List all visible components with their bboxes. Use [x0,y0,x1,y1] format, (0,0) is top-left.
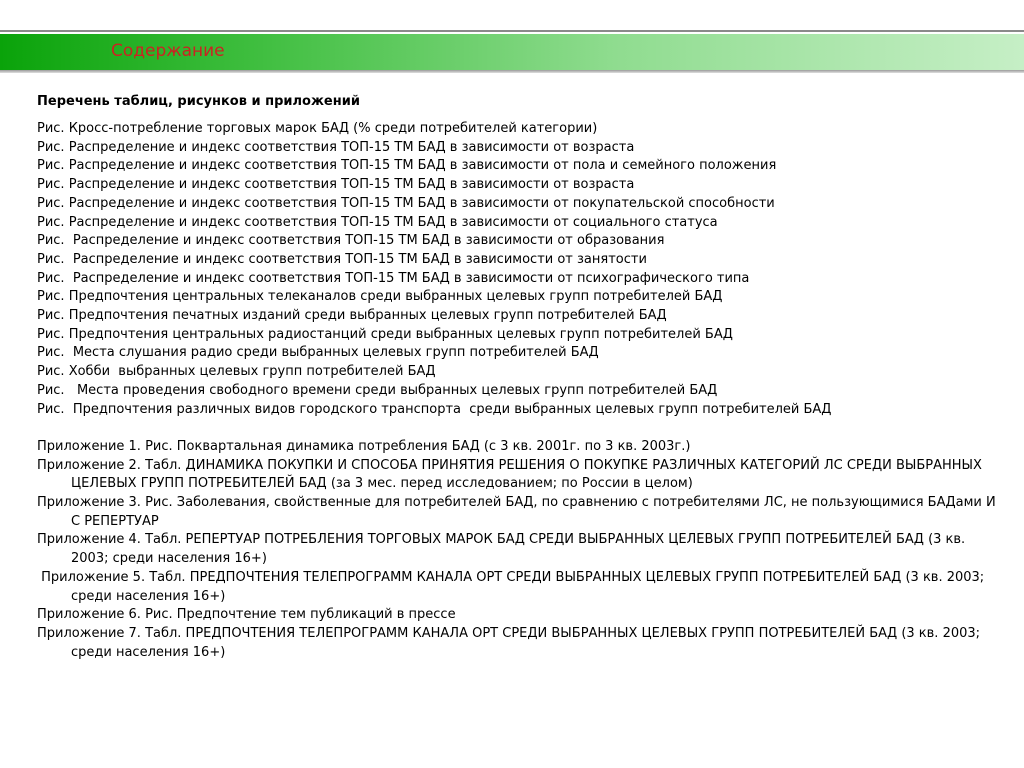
appendix-item: Приложение 3. Рис. Заболевания, свойственные для потребителей БАД, по сравнению с потребителями ЛС, не пользующимися БАДами И С РЕПЕРТУАР [37,495,1000,529]
figure-item: Рис. Предпочтения центральных телеканалов среди выбранных целевых групп потребителей БАД [37,289,723,305]
figure-item: Рис. Предпочтения различных видов городского транспорта среди выбранных целевых групп потребителей БАД [37,401,832,417]
figure-item: Рис. Распределение и индекс соответствия ТОП-15 ТМ БАД в зависимости от покупательской способности [37,195,775,211]
appendix-item: Приложение 4. Табл. РЕПЕРТУАР ПОТРЕБЛЕНИЯ ТОРГОВЫХ МАРОК БАД СРЕДИ ВЫБРАННЫХ ЦЕЛЕВЫХ ГРУПП ПОТРЕБИТЕЛЕЙ БАД (3 кв. 2003; среди населения 16+) [37,532,970,567]
section-heading: Перечень таблиц, рисунков и приложений [37,94,360,109]
appendix-item: Приложение 6. Рис. Предпочтение тем публикаций в прессе [37,607,456,623]
figure-item: Рис. Места проведения свободного времени среди выбранных целевых групп потребителей БАД [37,382,718,398]
figure-item: Рис. Распределение и индекс соответствия ТОП-15 ТМ БАД в зависимости от психографического типа [37,270,750,286]
banner-shadow [0,70,1024,73]
figure-item: Рис. Кросс-потребление торговых марок БАД (% среди потребителей категории) [37,121,598,136]
figure-item: Рис. Распределение и индекс соответствия ТОП-15 ТМ БАД в зависимости от возраста [37,139,635,155]
top-divider [0,30,1024,32]
list-spacer [37,419,997,438]
appendix-item: Приложение 7. Табл. ПРЕДПОЧТЕНИЯ ТЕЛЕПРОГРАММ КАНАЛА ОРТ СРЕДИ ВЫБРАННЫХ ЦЕЛЕВЫХ ГРУПП ПОТРЕБИТЕЛЕЙ БАД (3 кв. 2003; среди населения 16+) [37,625,985,660]
figure-item: Рис. Распределение и индекс соответствия ТОП-15 ТМ БАД в зависимости от пола и семейного положения [37,158,777,174]
figure-item: Рис. Распределение и индекс соответствия ТОП-15 ТМ БАД в зависимости от занятости [37,251,647,267]
figure-item: Рис. Распределение и индекс соответствия ТОП-15 ТМ БАД в зависимости от возраста [37,177,635,193]
figure-item: Рис. Распределение и индекс соответствия ТОП-15 ТМ БАД в зависимости от социального статуса [37,214,718,230]
figure-item: Рис. Места слушания радио среди выбранных целевых групп потребителей БАД [37,345,599,361]
figure-item: Рис. Предпочтения печатных изданий среди выбранных целевых групп потребителей БАД [37,308,667,324]
figure-item: Рис. Предпочтения центральных радиостанций среди выбранных целевых групп потребителей БАД [37,326,733,342]
page-title: Содержание [111,41,225,61]
appendix-item: Приложение 1. Рис. Поквартальная динамика потребления БАД (с 3 кв. 2001г. по 3 кв. 2003г.) [37,438,691,454]
figure-item: Рис. Распределение и индекс соответствия ТОП-15 ТМ БАД в зависимости от образования [37,233,665,249]
figure-item: Рис. Хобби выбранных целевых групп потребителей БАД [37,364,436,380]
contents-list [37,120,1000,662]
appendix-item: Приложение 5. Табл. ПРЕДПОЧТЕНИЯ ТЕЛЕПРОГРАММ КАНАЛА ОРТ СРЕДИ ВЫБРАННЫХ ЦЕЛЕВЫХ ГРУПП ПОТРЕБИТЕЛЕЙ БАД (3 кв. 2003; среди населения 16+) [37,569,989,604]
appendix-item: Приложение 2. Табл. ДИНАМИКА ПОКУПКИ И СПОСОБА ПРИНЯТИЯ РЕШЕНИЯ О ПОКУПКЕ РАЗЛИЧНЫХ КАТЕГОРИЙ ЛС СРЕДИ ВЫБРАННЫХ ЦЕЛЕВЫХ ГРУПП ПОТРЕБИТЕЛЕЙ БАД (за 3 мес. перед исследованием; по России в целом) [37,457,987,492]
